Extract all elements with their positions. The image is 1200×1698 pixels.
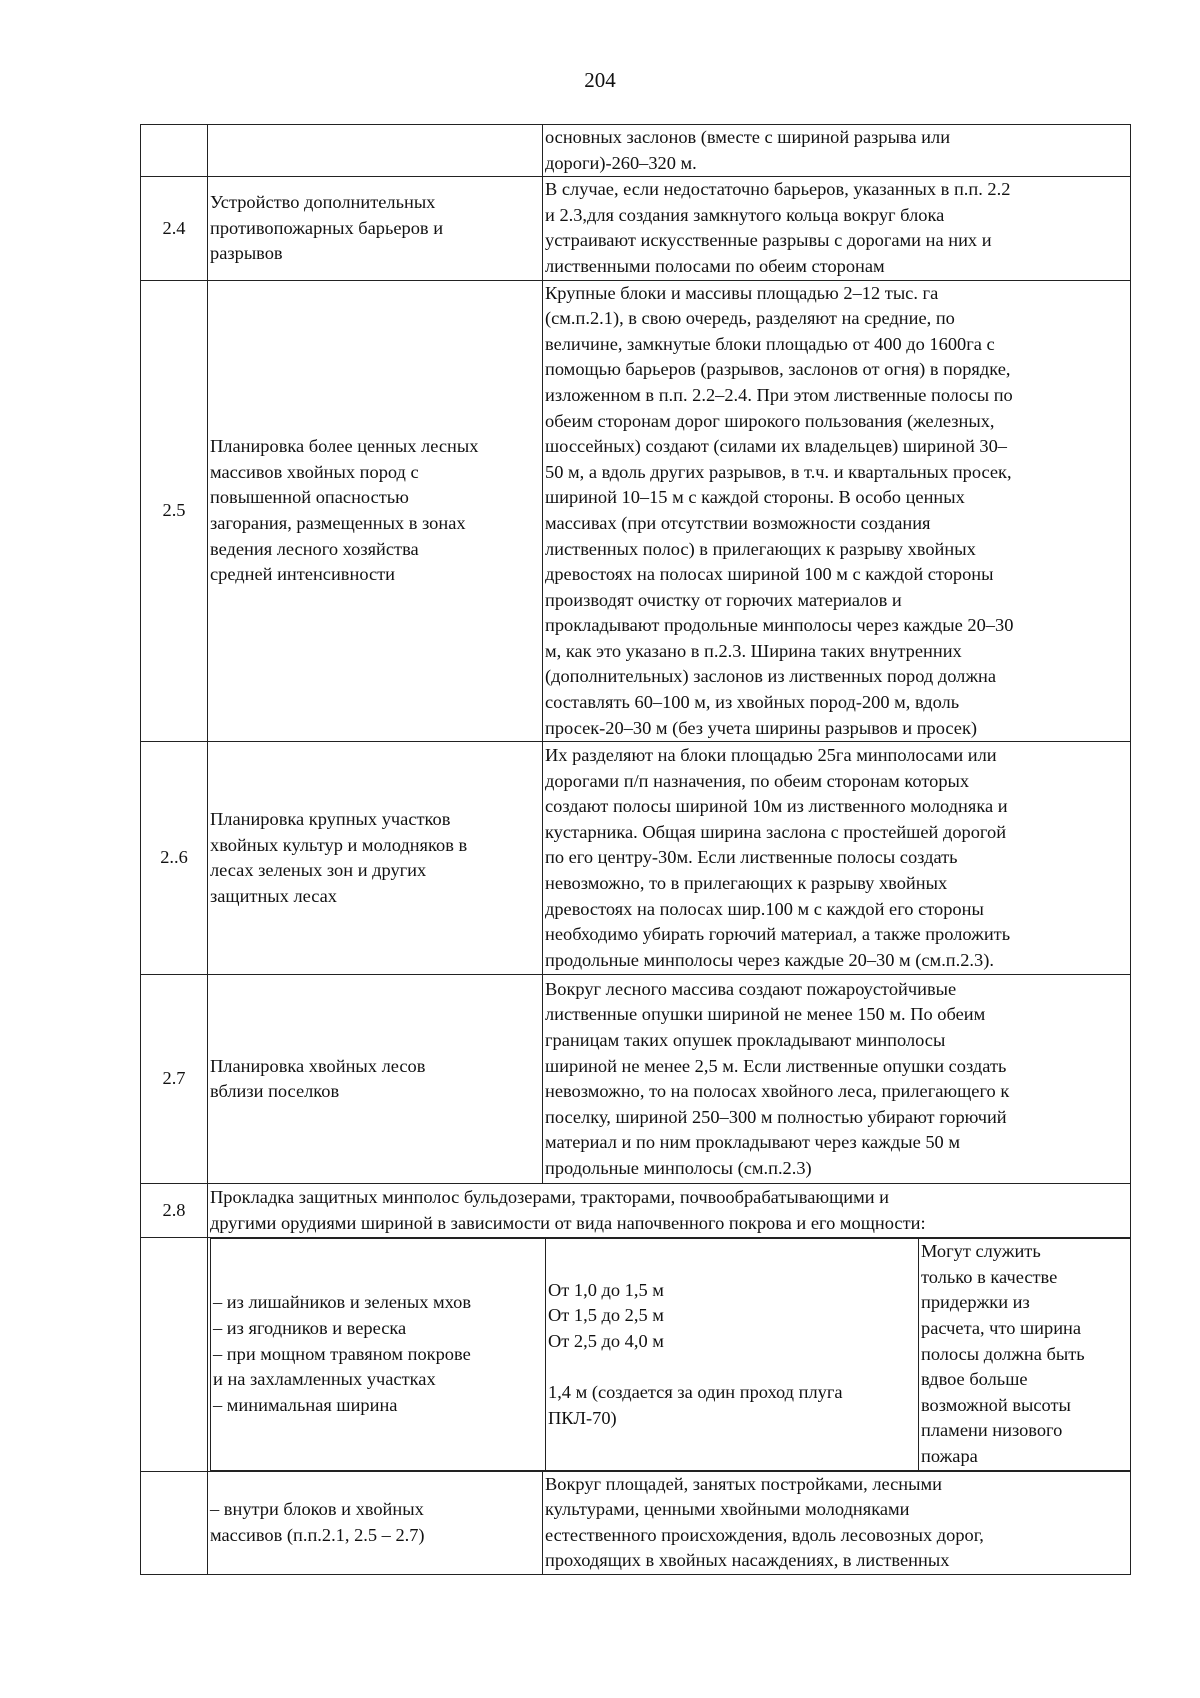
measure-description: В случае, если недостаточно барьеров, указанных в п.п. 2.2 и 2.3,для создания замкнутого кольца вокруг блока устраивают искусственные разрывы с дорогами на них и лиственными полосами по обеим сторонам [543, 177, 1131, 280]
measure-description: Их разделяют на блоки площадью 25га минполосами или дорогами п/п назначения, по обеим сторонам которых создают полосы шириной 10м из лиственного молодняка и кустарника. Общая ширина заслона с простейшей дорогой по его центру-30м. Если лиственные полосы создать невозможно, то в прилегающих к разрыву хвойных древостоях на полосах шир.100 м с каждой его стороны необходимо убирать горючий материал, а также проложить продольные минполосы через каждые 20–30 м (см.п.2.3). [543, 742, 1131, 975]
table-row [141, 742, 1131, 975]
measure-name: Планировка более ценных лесных массивов хвойных пород с повышенной опасностью загорания, размещенных в зонах ведения лесного хозяйства средней интенсивности [208, 280, 543, 742]
row-number: 2.5 [141, 280, 208, 742]
row-number [141, 125, 208, 177]
table-row [141, 975, 1131, 1184]
measure-name [208, 125, 543, 177]
measure-name: Устройство дополнительных противопожарных барьеров и разрывов [208, 177, 543, 280]
measure-name: Планировка хвойных лесов вблизи поселков [208, 975, 543, 1184]
measure-name: – внутри блоков и хвойных массивов (п.п.2.1, 2.5 – 2.7) [208, 1471, 543, 1574]
measure-description: Вокруг площадей, занятых постройками, лесными культурами, ценными хвойными молодняками естественного происхождения, вдоль лесовозных дорог, проходящих в хвойных насаждениях, в лиственных [543, 1471, 1131, 1574]
measure-description: Крупные блоки и массивы площадью 2–12 тыс. га (см.п.2.1), в свою очередь, разделяют на средние, по величине, замкнутые блоки площадью от 400 до 1600га с помощью барьеров (разрывов, заслонов от огня) в порядке, изложенном в п.п. 2.2–2.4. При этом лиственные полосы по обеим сторонам дорог широкого пользования (железных, шоссейных) создают (силами их владельцев) шириной 30– 50 м, а вдоль других разрывов, в т.ч. и квартальных просек, шириной 10–15 м с каждой стороны. В особо ценных массивах (при отсутствии возможности создания лиственных полос) в прилегающих к разрыву хвойных древостоях на полосах шириной 100 м с каждой стороны производят очистку от горючих материалов и прокладывают продольные минполосы через каждые 20–30 м, как это указано в п.2.3. Ширина таких внутренних (дополнительных) заслонов из лиственных пород должна составлять 60–100 м, из хвойных пород-200 м, вдоль просек-20–30 м (без учета ширины разрывов и просек) [543, 280, 1131, 742]
row-number [141, 1238, 208, 1471]
cover-types: – из лишайников и зеленых мхов – из ягодников и вереска – при мощном травяном покрове и на захламленных участках – минимальная ширина [211, 1239, 546, 1470]
table-row [141, 1238, 1131, 1471]
measures-table [140, 124, 1131, 1575]
measure-description: Прокладка защитных минполос бульдозерами, тракторами, почвообрабатывающими и другими орудиями шириной в зависимости от вида напочвенного покрова и его мощности: [208, 1184, 1131, 1238]
row-number: 2..6 [141, 742, 208, 975]
page-number: 204 [584, 68, 616, 92]
strip-width-subtable [210, 1238, 1131, 1470]
table-row [141, 177, 1131, 280]
row-number: 2.7 [141, 975, 208, 1184]
strip-note: Могут служить только в качестве придержки из расчета, что ширина полосы должна быть вдвое больше возможной высоты пламени низового пожара [919, 1239, 1131, 1470]
measure-name: Планировка крупных участков хвойных культур и молодняков в лесах зеленых зон и других защитных лесах [208, 742, 543, 975]
row-number [141, 1471, 208, 1574]
table-row [141, 1471, 1131, 1574]
strip-widths: От 1,0 до 1,5 м От 1,5 до 2,5 м От 2,5 до 4,0 м 1,4 м (создается за один проход плуга ПКЛ-70) [546, 1239, 919, 1470]
measure-description: основных заслонов (вместе с шириной разрыва или дороги)-260–320 м. [543, 125, 1131, 177]
row-number: 2.8 [141, 1184, 208, 1238]
measure-description: Вокруг лесного массива создают пожароустойчивые лиственные опушки шириной не менее 150 м. По обеим границам таких опушек прокладывают минполосы шириной не менее 2,5 м. Если лиственные опушки создать невозможно, то на полосах хвойного леса, прилегающего к поселку, шириной 250–300 м полностью убирают горючий материал и по ним прокладывают через каждые 50 м продольные минполосы (см.п.2.3) [543, 975, 1131, 1184]
table-row [141, 125, 1131, 177]
strip-width-cell [208, 1238, 1131, 1471]
row-number: 2.4 [141, 177, 208, 280]
table-row [141, 280, 1131, 742]
table-row [141, 1184, 1131, 1238]
